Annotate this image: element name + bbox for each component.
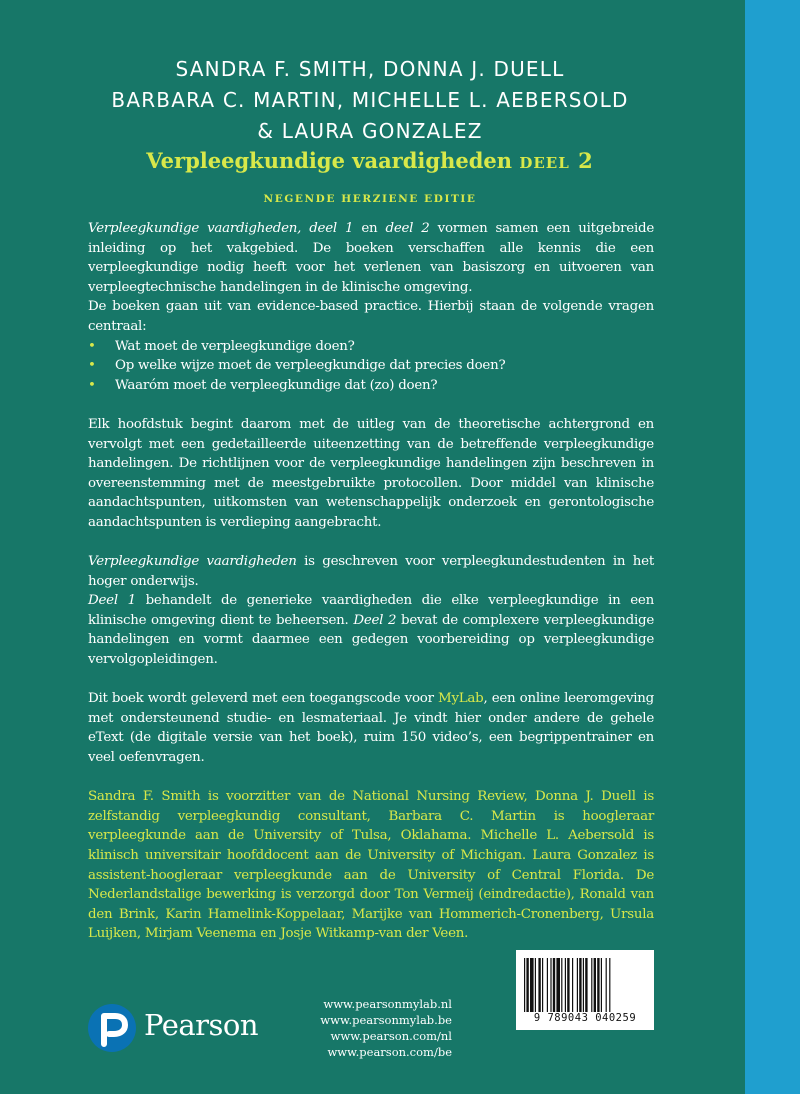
barcode-bar [567, 958, 569, 1012]
question-list [88, 337, 654, 396]
barcode-bar [606, 958, 607, 1012]
edition-label: NEGENDE HERZIENE EDITIE [263, 193, 477, 205]
text-span: Dit boek wordt geleverd met een toegangscode voor [88, 691, 438, 707]
author-line: BARBARA C. MARTIN, MICHELLE L. AEBERSOLD [111, 88, 629, 112]
author-line: & LAURA GONZALEZ [257, 119, 483, 143]
title-reference: Verpleegkundige vaardigheden [88, 554, 297, 570]
title-reference: Verpleegkundige vaardigheden, deel 1 [88, 221, 354, 236]
blurb-text [88, 219, 654, 944]
barcode-bar [583, 958, 584, 1012]
publisher-urls [300, 996, 452, 1060]
url-line: www.pearson.com/nl [330, 1029, 452, 1043]
text-span: en [353, 221, 386, 236]
text-span: is geschreven voor verpleegkundestudenten in het hoger onderwijs. [88, 554, 654, 589]
text-span: , een online leeromgeving met ondersteunend studie- en lesmateriaal. Je vindt hier onder andere de gehele eText (de digitale versie van het boek), ruim 150 video’s, een begrippentrainer en veel oefenvragen. [88, 691, 654, 766]
url-line: www.pearsonmylab.be [320, 1013, 452, 1027]
barcode-bar [565, 958, 566, 1012]
intro-paragraph [88, 219, 654, 297]
text-span: behandelt de generieke vaardigheden die elke verpleegkundige in een klinische omgeving dient te beheersen. [88, 593, 654, 628]
barcode-bar [547, 958, 548, 1012]
pearson-logo-text: Pearson [144, 1008, 259, 1042]
question-item: • Wat moet de verpleegkundige doen? [88, 337, 654, 357]
part-reference: Deel 2 [353, 612, 397, 628]
pearson-logo-icon [88, 1004, 136, 1052]
barcode-bar [572, 958, 573, 1012]
barcode-bar [577, 958, 578, 1012]
barcode [516, 950, 654, 1030]
barcode-bar [585, 958, 587, 1012]
book-title-part: deel 2 [519, 148, 594, 173]
barcode-bar [538, 958, 540, 1012]
barcode-bar [579, 958, 581, 1012]
barcode-bar [556, 958, 560, 1012]
barcode-bar [542, 958, 543, 1012]
title-reference: deel 2 [385, 221, 430, 236]
author-line: SANDRA F. SMITH, DONNA J. DUELL [175, 57, 565, 81]
barcode-bar [609, 958, 610, 1012]
barcode-bar [524, 958, 525, 1012]
chapters-paragraph: Elk hoofdstuk begint daarom met de uitleg van de theoretische achtergrond en vervolgt met een gedetailleerde uiteenzetting van de betreffende verpleegkundige handelingen. De richtlijnen voor de verpleegkundige handelingen zijn beschreven in overeenstemming met de meestgebruikte protocollen. Door middel van klinische aandachtspunten, uitkomsten van wetenschappelijk onderzoek en gerontologische aandachtspunten is verdieping aangebracht. [88, 416, 654, 530]
barcode-bar [550, 958, 551, 1012]
barcode-bar [535, 958, 536, 1012]
barcode-bar [594, 958, 596, 1012]
barcode-bars [522, 958, 648, 1012]
barcode-bar [526, 958, 528, 1012]
barcode-bar [553, 958, 555, 1012]
ebp-paragraph: De boeken gaan uit van evidence-based practice. Hierbij staan de volgende vragen centraal: [88, 299, 654, 334]
book-title [60, 148, 680, 173]
barcode-bar [530, 958, 534, 1012]
spine-strip [745, 0, 800, 1094]
barcode-bar [601, 958, 602, 1012]
author-bio: Sandra F. Smith is voorzitter van de National Nursing Review, Donna J. Duell is zelfstandig verpleegkundig consultant, Barbara C. Martin is hoogleraar verpleegkunde aan de University of Tulsa, Oklahama. Michelle L. Aebersold is klinisch universitair hoofddocent aan de University of Michigan. Laura Gonzalez is assistent-hoogleraar verpleegkunde aan de University of Central Florida. De Nederlandstalige bewerking is verzorgd door Ton Vermeij (eindredactie), Ronald van den Brink, Karin Hamelink-Koppelaar, Marijke van Hommerich-Cronenberg, Ursula Luijken, Mirjam Veenema en Josje Witkamp-van der Veen. [88, 789, 654, 942]
mylab-highlight: MyLab [437, 691, 484, 707]
barcode-bar [591, 958, 592, 1012]
part-reference: Deel 1 [88, 593, 136, 609]
isbn-number: 9 789043 040259 [533, 1012, 637, 1024]
parts-paragraph [88, 591, 654, 669]
audience-paragraph [88, 552, 654, 591]
author-list [60, 54, 680, 147]
text-span: bevat de complexere verpleegkundige handelingen en vormt daarmee een gedegen voorbereiding op verpleegkundige vervolgopleidingen. [88, 612, 654, 668]
barcode-bar [597, 958, 599, 1012]
text-span: vormen samen een uitgebreide inleiding op het vakgebied. De boeken verschaffen alle kennis die een verpleegkundige nodig heeft voor het verlenen van basiszorg en uitvoeren van verpleegtechnische handelingen in de klinische omgeving. [88, 221, 654, 295]
mylab-paragraph [88, 689, 654, 767]
question-item: • Op welke wijze moet de verpleegkundige dat precies doen? [88, 356, 654, 376]
barcode-bar [561, 958, 562, 1012]
url-line: www.pearsonmylab.nl [323, 997, 452, 1011]
url-line: www.pearson.com/be [327, 1045, 452, 1059]
book-title-main: Verpleegkundige vaardigheden [146, 148, 513, 173]
question-item: • Waaróm moet de verpleegkundige dat (zo) doen? [88, 376, 654, 396]
